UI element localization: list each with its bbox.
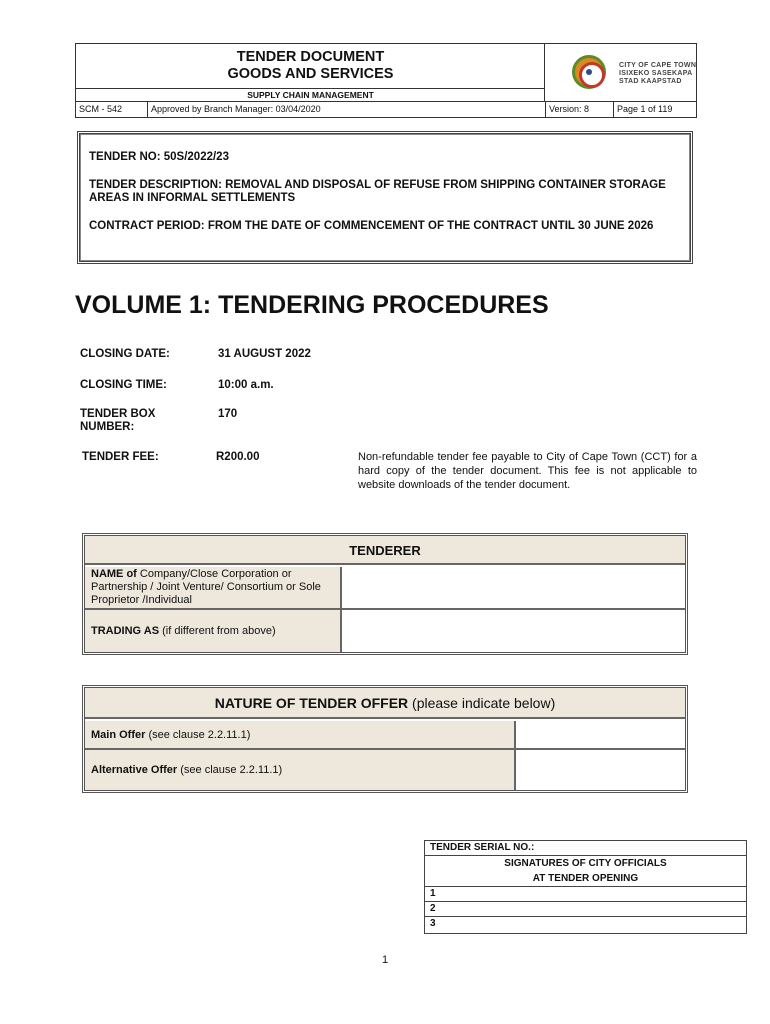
tender-offer-table (82, 685, 688, 793)
tender-fee-value: R200.00 (216, 451, 260, 463)
tender-fee-note: Non-refundable tender fee payable to City of Cape Town (CCT) for a hard copy of the tender document. This fee is not applicable to website downloads of the tender document. (358, 451, 697, 491)
logo-line3: STAD KAAPSTAD (619, 78, 682, 85)
city-emblem-icon (572, 55, 606, 89)
signature-row-3[interactable]: 3 (430, 918, 436, 929)
document-header (75, 43, 697, 118)
signatures-heading-line2: AT TENDER OPENING (532, 873, 639, 884)
form-code: SCM - 542 (76, 102, 148, 118)
tender-offer-heading (85, 688, 685, 719)
main-offer-bold: Main Offer (91, 729, 146, 741)
alternative-offer-label (85, 750, 514, 790)
main-offer-rest: (see clause 2.2.11.1) (145, 729, 251, 741)
tender-serial-table (424, 840, 747, 934)
name-label-rest: Company/Close Corporation or Partnership / Joint Venture/ Consortium or Sole Proprietor /Individual (91, 568, 321, 606)
logo-line2: ISIXEKO SASEKAPA (619, 70, 693, 77)
header-title-line1: TENDER DOCUMENT (236, 49, 385, 65)
tenderer-name-label (85, 567, 340, 610)
tenderer-name-field[interactable] (340, 567, 685, 610)
tender-number: TENDER NO: 50S/2022/23 (89, 151, 229, 163)
volume-title: VOLUME 1: TENDERING PROCEDURES (75, 291, 549, 319)
approval-info: Approved by Branch Manager: 03/04/2020 (148, 102, 546, 118)
header-meta-row (76, 101, 696, 117)
signatures-heading (425, 856, 746, 887)
closing-date-label: CLOSING DATE: (80, 348, 170, 360)
trading-as-label (85, 610, 340, 652)
page-info: Page 1 of 119 (617, 104, 673, 114)
trading-as-field[interactable] (340, 610, 685, 652)
header-title-cell (76, 44, 545, 101)
signature-row-1[interactable]: 1 (425, 887, 746, 902)
page-number: 1 (381, 954, 389, 966)
tender-box-label (80, 408, 155, 434)
version-info: Version: 8 (546, 102, 614, 118)
tender-box-label-line1: TENDER BOX (80, 408, 156, 420)
tender-description: TENDER DESCRIPTION: REMOVAL AND DISPOSAL OF REFUSE FROM SHIPPING CONTAINER STORAGE AREAS IN INFORMAL SETTLEMENTS (89, 179, 666, 204)
trading-label-bold: TRADING AS (91, 625, 160, 637)
closing-time-label: CLOSING TIME: (80, 379, 167, 391)
contract-period: CONTRACT PERIOD: FROM THE DATE OF COMMENCEMENT OF THE CONTRACT UNTIL 30 JUNE 2026 (89, 220, 654, 232)
tender-box-value: 170 (218, 408, 238, 420)
logo-line1: CITY OF CAPE TOWN (619, 62, 697, 69)
offer-heading-rest: (please indicate below) (408, 695, 556, 711)
trading-label-rest: (if different from above) (159, 625, 276, 637)
tender-box-label-line2: NUMBER: (80, 421, 135, 433)
signatures-heading-line1: SIGNATURES OF CITY OFFICIALS (504, 858, 667, 869)
header-subtitle: SUPPLY CHAIN MANAGEMENT (76, 88, 545, 101)
tender-fee-label: TENDER FEE: (82, 451, 159, 463)
offer-heading-bold: NATURE OF TENDER OFFER (214, 695, 409, 711)
tender-info-box (77, 131, 693, 264)
closing-time-value: 10:00 a.m. (218, 379, 274, 391)
tenderer-table (82, 533, 688, 655)
name-label-bold: NAME of (91, 568, 137, 580)
header-title-line2: GOODS AND SERVICES (227, 66, 394, 82)
city-logo (546, 44, 697, 101)
tender-serial-label: TENDER SERIAL NO.: (425, 841, 746, 856)
tenderer-heading: TENDERER (85, 536, 685, 565)
main-offer-checkbox[interactable] (514, 721, 685, 750)
closing-date-value: 31 AUGUST 2022 (218, 348, 311, 360)
city-logo-text (619, 62, 696, 86)
header-title (76, 49, 545, 83)
alt-offer-bold: Alternative Offer (91, 764, 178, 776)
alternative-offer-checkbox[interactable] (514, 750, 685, 790)
signature-row-2[interactable]: 2 (425, 902, 746, 917)
main-offer-label (85, 721, 514, 750)
alt-offer-rest: (see clause 2.2.11.1) (177, 764, 283, 776)
